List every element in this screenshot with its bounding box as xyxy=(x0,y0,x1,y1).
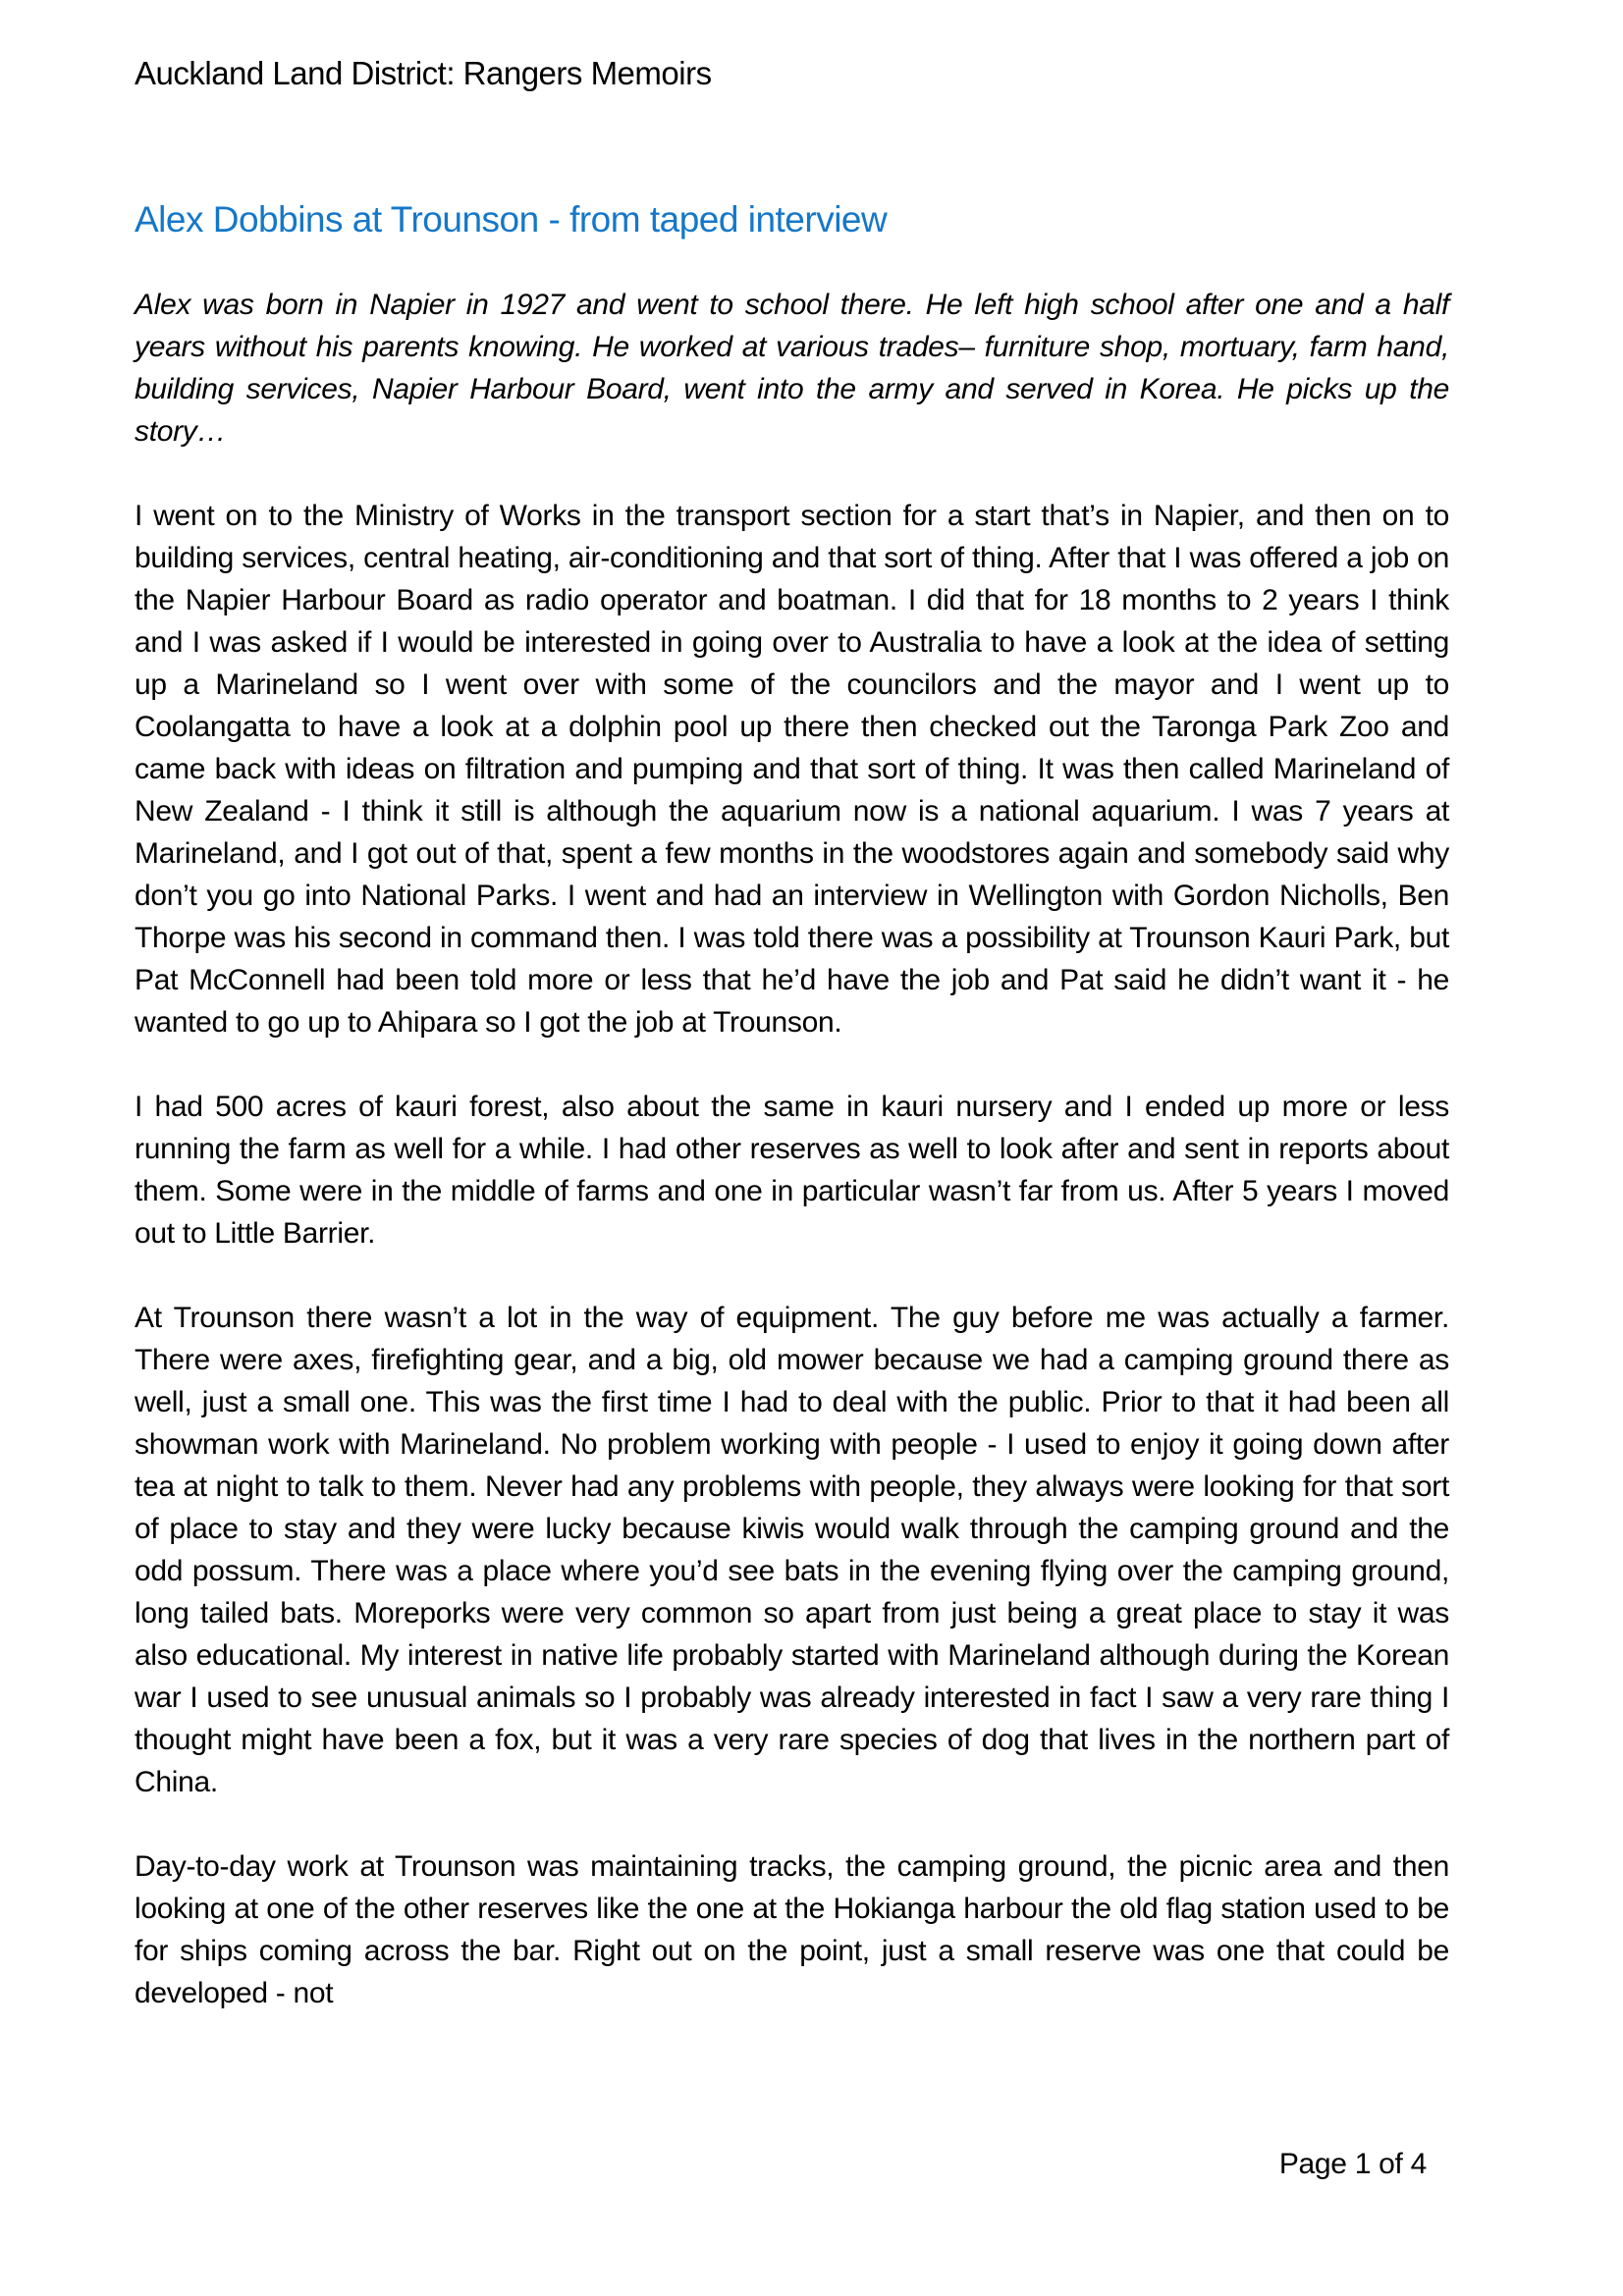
body-paragraph-3: At Trounson there wasn’t a lot in the way of equipment. The guy before me was actually a farmer. There were axes, firefighting gear, and a big, old mower because we had a camping ground there as well, just a small one. This was the first time I had to deal with the public. Prior to that it had been all showman work with Marineland. No problem working with people - I used to enjoy it going down after tea at night to talk to them. Never had any problems with people, they always were looking for that sort of place to stay and they were lucky because kiwis would walk through the camping ground and the odd possum. There was a place where you’d see bats in the evening flying over the camping ground, long tailed bats. Moreporks were very common so apart from just being a great place to stay it was also educational. My interest in native life probably started with Marineland although during the Korean war I used to see unusual animals so I probably was already interested in fact I saw a very rare thing I thought might have been a fox, but it was a very rare species of dog that lives in the northern part of China. xyxy=(135,1302,1449,1798)
body-paragraph-2: I had 500 acres of kauri forest, also about the same in kauri nursery and I ended up more or less running the farm as well for a while. I had other reserves as well to look after and sent in reports about them. Some were in the middle of farms and one in particular wasn’t far from us. After 5 years I moved out to Little Barrier. xyxy=(135,1091,1449,1250)
section-heading: Alex Dobbins at Trounson - from taped interview xyxy=(135,199,888,240)
body-paragraph-4: Day-to-day work at Trounson was maintaining tracks, the camping ground, the picnic area and then looking at one of the other reserves like the one at the Hokianga harbour the old flag station used to be for ships coming across the bar. Right out on the point, just a small reserve was one that could be developed - not xyxy=(135,1850,1449,2009)
page-number: Page 1 of 4 xyxy=(1278,2148,1427,2180)
intro-paragraph: Alex was born in Napier in 1927 and went to school there. He left high school after one and a half years without his parents knowing. He worked at various trades– furniture shop, mortuary, farm hand, building services, Napier Harbour Board, went into the army and served in Korea. He picks up the story… xyxy=(135,289,1449,448)
body-paragraph-1: I went on to the Ministry of Works in the transport section for a start that’s in Napier, and then on to building services, central heating, air-conditioning and that sort of thing. After that I was offered a job on the Napier Harbour Board as radio operator and boatman. I did that for 18 months to 2 years I think and I was asked if I would be interested in going over to Australia to have a look at the idea of setting up a Marineland so I went over with some of the councilors and the mayor and I went up to Coolangatta to have a look at a dolphin pool up there then checked out the Taronga Park Zoo and came back with ideas on filtration and pumping and that sort of thing. It was then called Marineland of New Zealand - I think it still is although the aquarium now is a national aquarium. I was 7 years at Marineland, and I got out of that, spent a few months in the woodstores again and somebody said why don’t you go into National Parks. I went and had an interview in Wellington with Gordon Nicholls, Ben Thorpe was his second in command then. I was told there was a possibility at Trounson Kauri Park, but Pat McConnell had been told more or less that he’d have the job and Pat said he didn’t want it - he wanted to go up to Ahipara so I got the job at Trounson. xyxy=(135,500,1449,1039)
document-title: Auckland Land District: Rangers Memoirs xyxy=(135,55,712,91)
